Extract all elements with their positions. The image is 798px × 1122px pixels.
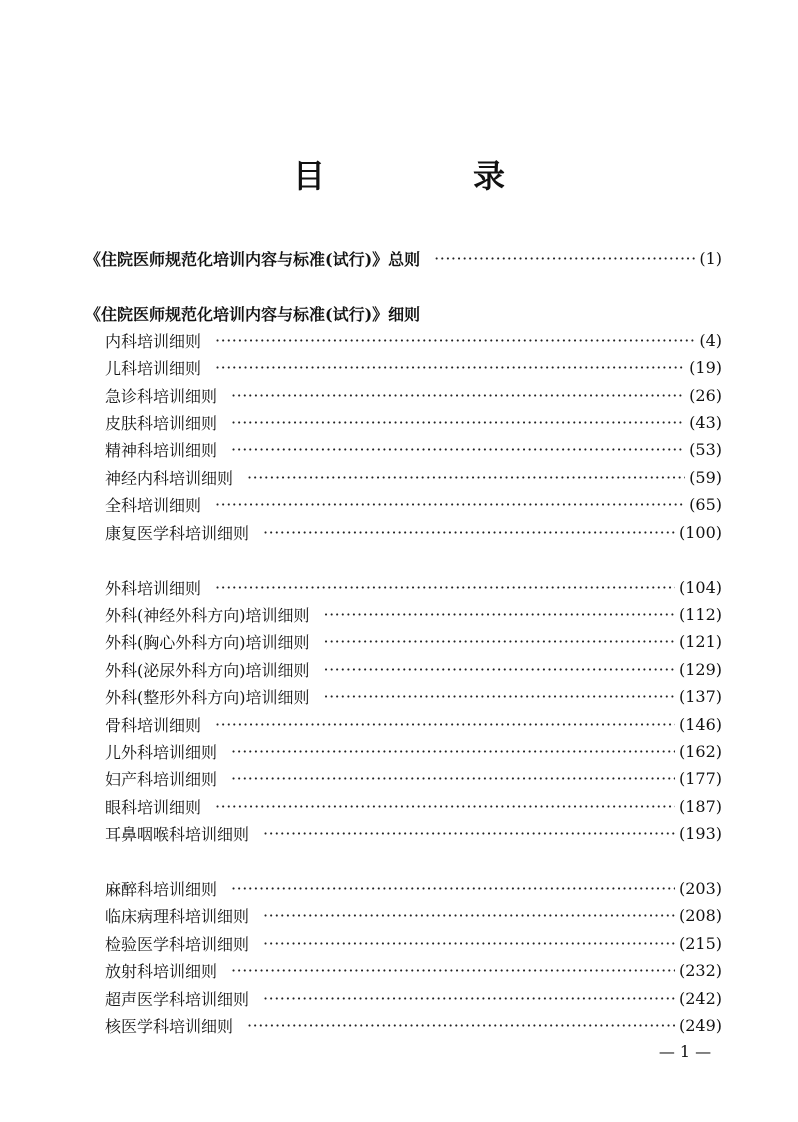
leader-dots xyxy=(263,906,675,925)
toc-page-number: (112) xyxy=(678,604,722,624)
toc-page-number: (177) xyxy=(678,768,722,788)
toc-page-number: (59) xyxy=(689,467,722,487)
toc-item-label: 儿科培训细则 xyxy=(105,358,202,378)
toc-page-number: (1) xyxy=(699,248,722,268)
toc-page-number: (129) xyxy=(678,659,722,679)
leader-dots xyxy=(231,742,675,761)
toc-item[interactable] xyxy=(105,574,722,600)
toc-item[interactable] xyxy=(105,327,722,353)
leader-dots xyxy=(215,715,675,734)
page-number-footer: — 1 — xyxy=(658,1042,712,1061)
leader-dots xyxy=(324,687,675,706)
toc-item[interactable] xyxy=(105,711,722,737)
toc-page-number: (203) xyxy=(678,878,722,898)
leader-dots xyxy=(324,632,675,651)
toc-page-number: (242) xyxy=(678,988,722,1008)
toc-page-number: (43) xyxy=(689,412,722,432)
leader-dots xyxy=(324,660,675,679)
toc-item[interactable] xyxy=(105,436,722,462)
toc-page-number: (162) xyxy=(678,741,722,761)
toc-item[interactable] xyxy=(105,875,722,901)
toc-page-number: (215) xyxy=(678,933,722,953)
leader-dots xyxy=(215,358,685,377)
toc-item-label: 骨科培训细则 xyxy=(105,715,202,735)
toc-item[interactable] xyxy=(105,765,722,791)
toc-item-label: 妇产科培训细则 xyxy=(105,769,218,789)
toc-item[interactable] xyxy=(105,738,722,764)
toc-item[interactable] xyxy=(105,793,722,819)
toc-section-label: 《住院医师规范化培训内容与标准(试行)》总则 xyxy=(85,249,421,269)
leader-dots xyxy=(434,249,695,268)
toc-page-number: (65) xyxy=(689,494,722,514)
leader-dots xyxy=(263,824,675,843)
toc-item-label: 外科(神经外科方向)培训细则 xyxy=(105,605,310,625)
toc-item[interactable] xyxy=(105,519,722,545)
toc-item[interactable] xyxy=(105,1012,722,1038)
toc-page-number: (146) xyxy=(678,714,722,734)
toc-item[interactable] xyxy=(105,656,722,682)
toc-item[interactable] xyxy=(105,354,722,380)
leader-dots xyxy=(215,797,675,816)
toc-page-number: (208) xyxy=(678,905,722,925)
toc-item-label: 急诊科培训细则 xyxy=(105,386,218,406)
leader-dots xyxy=(231,440,685,459)
toc-page-number: (26) xyxy=(689,385,722,405)
toc-item-label: 康复医学科培训细则 xyxy=(105,523,250,543)
toc-page-number: (232) xyxy=(678,960,722,980)
toc-page-number: (187) xyxy=(678,796,722,816)
toc-item-label: 检验医学科培训细则 xyxy=(105,934,250,954)
toc-item-label: 麻醉科培训细则 xyxy=(105,879,218,899)
toc-item-label: 耳鼻咽喉科培训细则 xyxy=(105,824,250,844)
toc-item[interactable] xyxy=(105,409,722,435)
toc-item-label: 内科培训细则 xyxy=(105,331,202,351)
toc-item-label: 外科(整形外科方向)培训细则 xyxy=(105,687,310,707)
toc-section-label: 《住院医师规范化培训内容与标准(试行)》细则 xyxy=(85,304,421,324)
leader-dots xyxy=(247,468,685,487)
toc-item-label: 核医学科培训细则 xyxy=(105,1016,234,1036)
toc-page-number: (137) xyxy=(678,686,722,706)
leader-dots xyxy=(263,934,675,953)
toc-item-label: 放射科培训细则 xyxy=(105,961,218,981)
toc-item[interactable] xyxy=(105,683,722,709)
leader-dots xyxy=(215,331,695,350)
page-title: 目 录 xyxy=(292,157,563,195)
toc-item-label: 临床病理科培训细则 xyxy=(105,906,250,926)
toc-page-number: (193) xyxy=(678,823,722,843)
toc-item[interactable] xyxy=(105,930,722,956)
leader-dots xyxy=(247,1016,675,1035)
toc-page-number: (249) xyxy=(678,1015,722,1035)
leader-dots xyxy=(231,769,675,788)
toc-page-number: (121) xyxy=(678,631,722,651)
toc-item[interactable] xyxy=(105,985,722,1011)
toc-page-number: (104) xyxy=(678,577,722,597)
leader-dots xyxy=(231,879,675,898)
toc-item-label: 外科(泌尿外科方向)培训细则 xyxy=(105,660,310,680)
toc-item[interactable] xyxy=(105,601,722,627)
leader-dots xyxy=(231,386,685,405)
toc-item-label: 儿外科培训细则 xyxy=(105,742,218,762)
leader-dots xyxy=(263,989,675,1008)
toc-item[interactable] xyxy=(105,902,722,928)
toc-page-number: (19) xyxy=(689,357,722,377)
leader-dots xyxy=(215,578,675,597)
toc-item-label: 超声医学科培训细则 xyxy=(105,989,250,1009)
toc-item-label: 外科培训细则 xyxy=(105,578,202,598)
toc-section-detailed xyxy=(85,300,722,326)
toc-page-number: (100) xyxy=(678,522,722,542)
toc-item[interactable] xyxy=(105,382,722,408)
toc-page-number: (53) xyxy=(689,439,722,459)
toc-item[interactable] xyxy=(105,820,722,846)
toc-item[interactable] xyxy=(105,464,722,490)
leader-dots xyxy=(263,523,675,542)
toc-page-number: (4) xyxy=(699,330,722,350)
toc-item-label: 外科(胸心外科方向)培训细则 xyxy=(105,632,310,652)
toc-item-label: 眼科培训细则 xyxy=(105,797,202,817)
leader-dots xyxy=(215,495,685,514)
leader-dots xyxy=(231,961,675,980)
leader-dots xyxy=(231,413,685,432)
toc-item[interactable] xyxy=(105,957,722,983)
toc-item-label: 神经内科培训细则 xyxy=(105,468,234,488)
toc-item-label: 皮肤科培训细则 xyxy=(105,413,218,433)
toc-item[interactable] xyxy=(105,628,722,654)
toc-item-label: 全科培训细则 xyxy=(105,495,202,515)
leader-dots xyxy=(324,605,675,624)
toc-section-general[interactable] xyxy=(85,245,722,271)
toc-item-label: 精神科培训细则 xyxy=(105,440,218,460)
toc-item[interactable] xyxy=(105,491,722,517)
